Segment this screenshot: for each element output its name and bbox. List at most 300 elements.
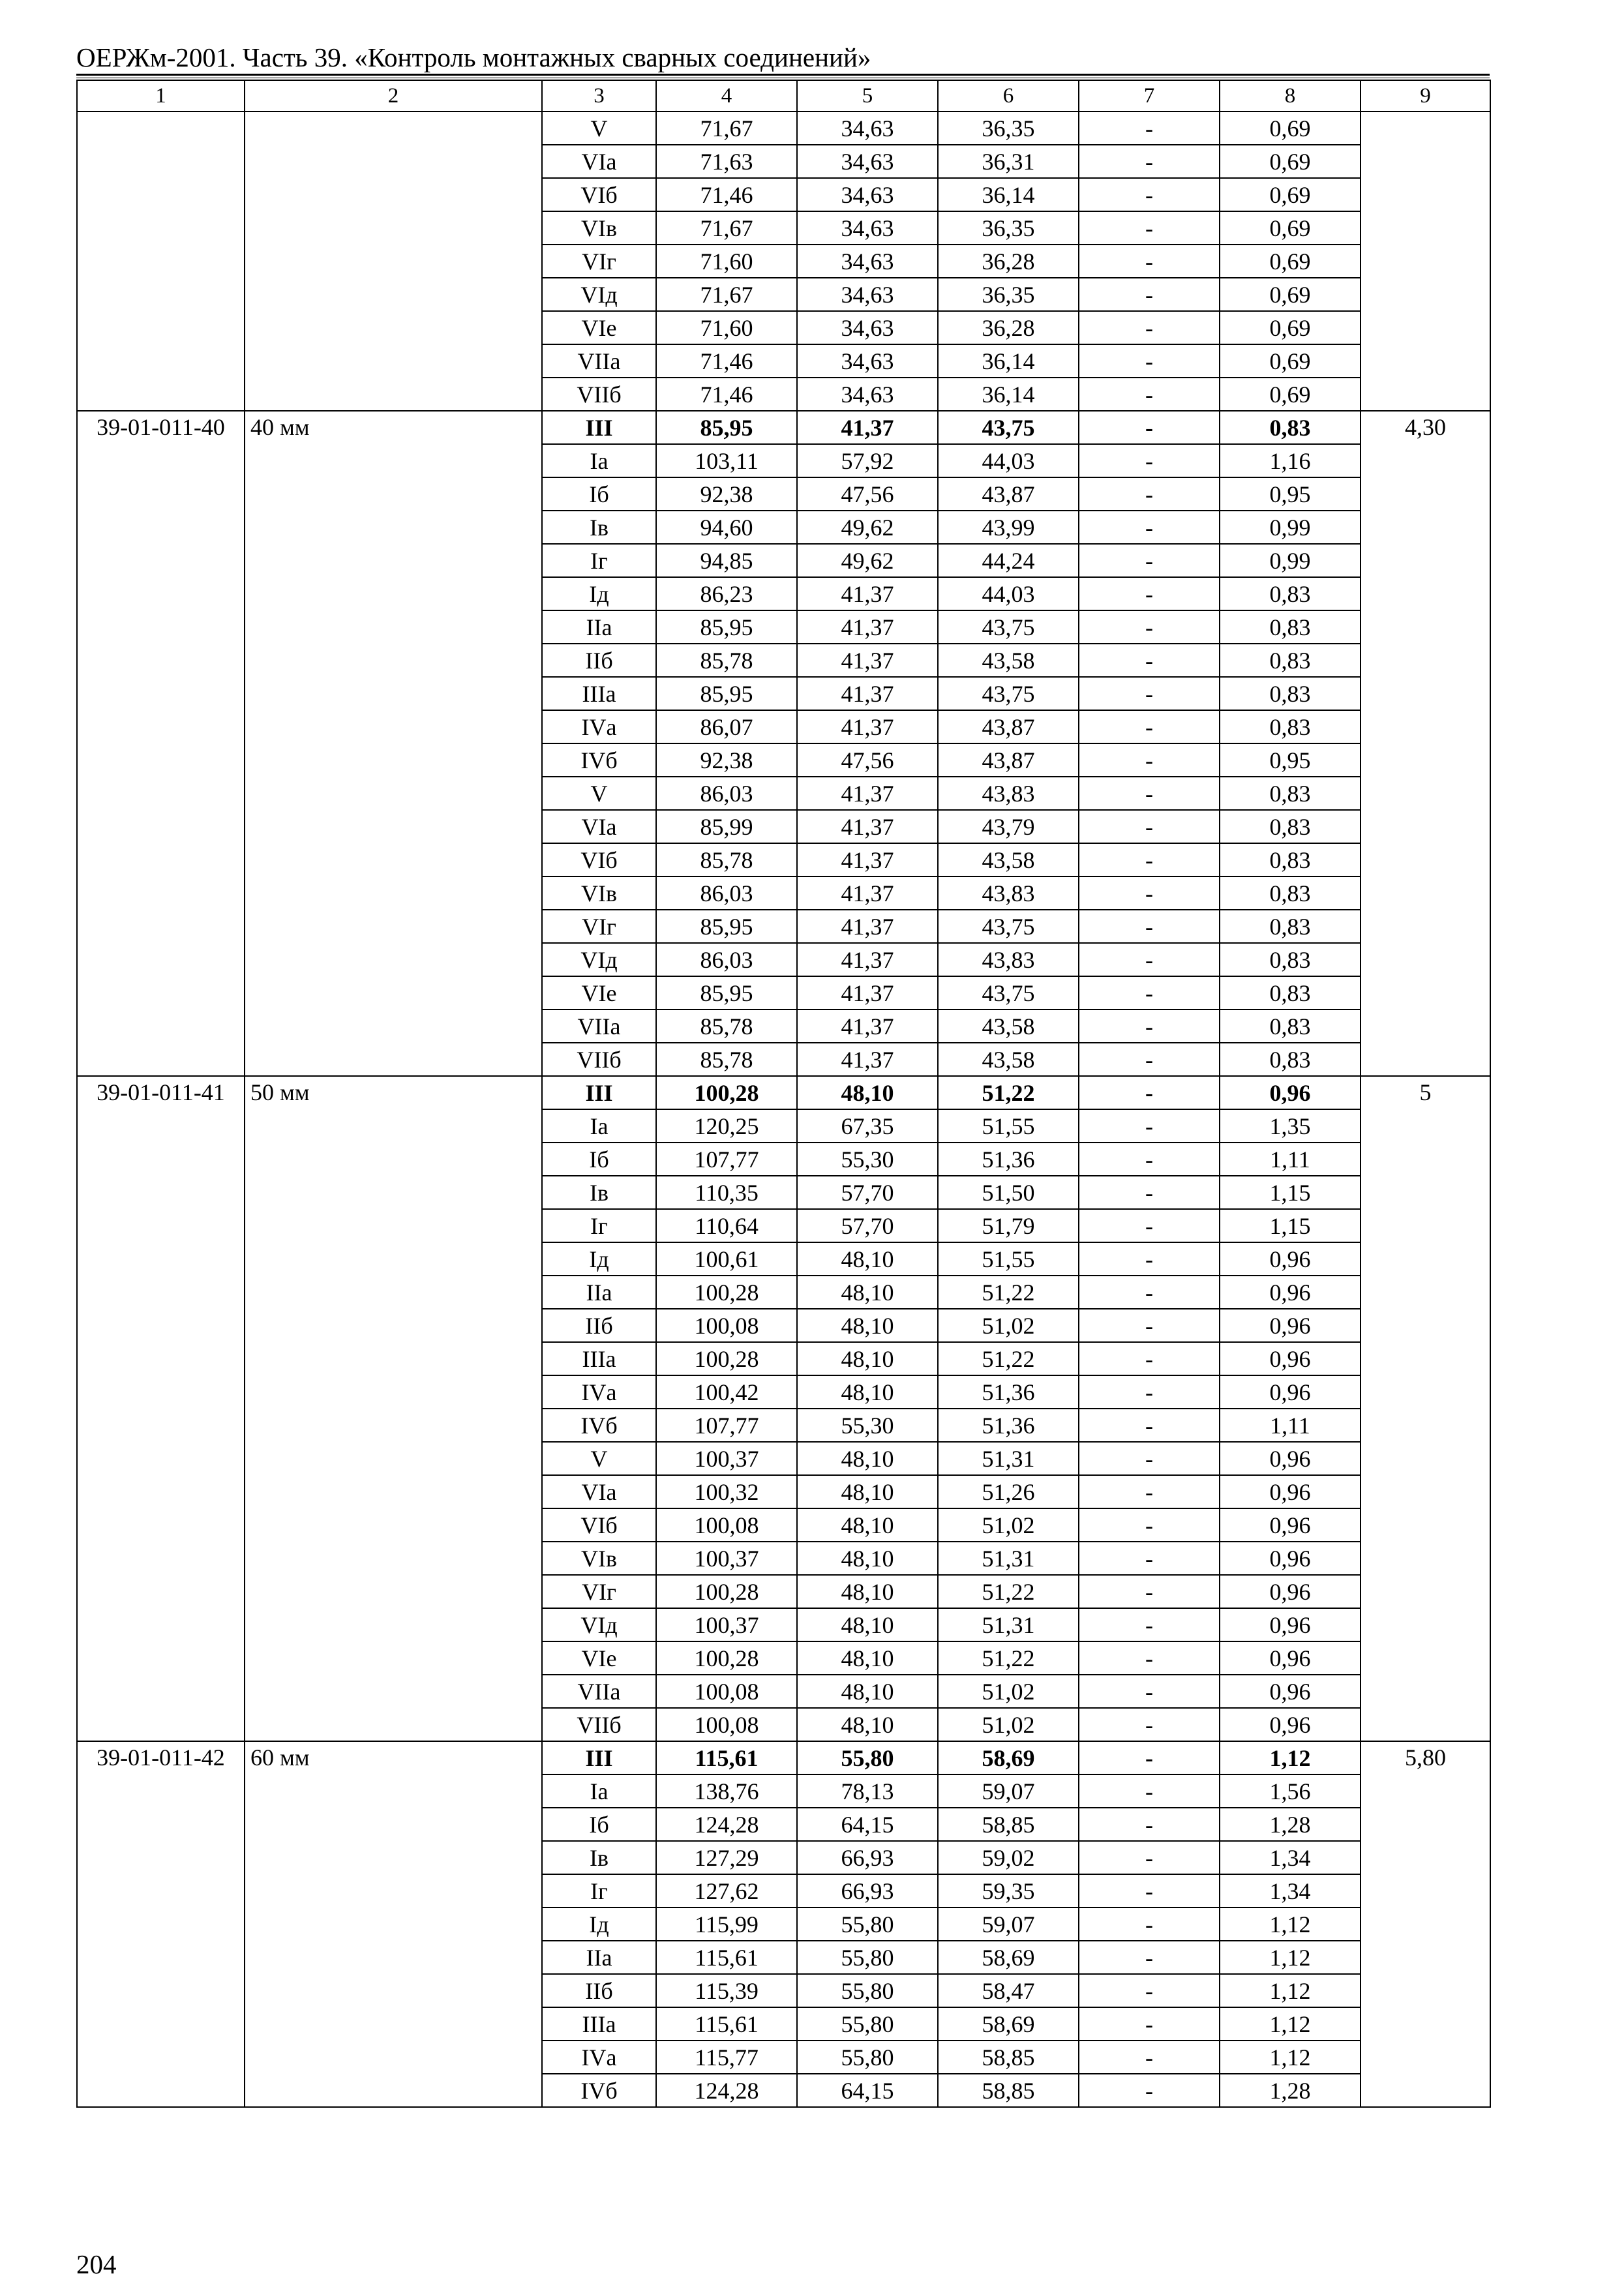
table-cell: 43,79 <box>938 810 1079 843</box>
table-cell: III <box>542 1741 656 1774</box>
table-cell: 41,37 <box>797 610 938 644</box>
table-cell: 110,64 <box>656 1209 797 1242</box>
table-cell: 48,10 <box>797 1641 938 1675</box>
table-cell: V <box>542 112 656 145</box>
column-header: 1 <box>77 80 245 112</box>
table-cell: 66,93 <box>797 1841 938 1874</box>
table-cell: 1,35 <box>1220 1109 1361 1143</box>
table-cell: 41,37 <box>797 943 938 976</box>
table-cell: 55,80 <box>797 2041 938 2074</box>
table-cell: 100,28 <box>656 1076 797 1109</box>
table-cell: 0,69 <box>1220 378 1361 411</box>
table-cell: 43,75 <box>938 677 1079 710</box>
table-cell: 85,95 <box>656 411 797 444</box>
table-cell: - <box>1079 1575 1220 1608</box>
rate-name-cell <box>245 112 542 411</box>
table-cell: 1,28 <box>1220 2074 1361 2107</box>
table-cell: 59,02 <box>938 1841 1079 1874</box>
table-cell: VIIа <box>542 1010 656 1043</box>
table-cell: IIб <box>542 1309 656 1342</box>
table-cell: 1,12 <box>1220 1941 1361 1974</box>
rate-name-cell: 50 мм <box>245 1076 542 1741</box>
table-cell: 36,14 <box>938 378 1079 411</box>
table-cell: 43,99 <box>938 511 1079 544</box>
table-cell: 57,70 <box>797 1176 938 1209</box>
table-cell: 36,35 <box>938 211 1079 245</box>
table-cell: 36,28 <box>938 245 1079 278</box>
table-cell: 34,63 <box>797 178 938 211</box>
table-cell: VIд <box>542 943 656 976</box>
table-cell: 48,10 <box>797 1342 938 1375</box>
table-cell: - <box>1079 743 1220 777</box>
table-cell: 100,37 <box>656 1608 797 1641</box>
table-cell: 85,78 <box>656 1043 797 1076</box>
table-cell: 51,31 <box>938 1608 1079 1641</box>
page-title: ОЕРЖм-2001. Часть 39. «Контроль монтажных сварных соединений» <box>76 42 871 72</box>
table-cell: 58,69 <box>938 1941 1079 1974</box>
table-cell: 43,83 <box>938 876 1079 910</box>
table-cell: 86,03 <box>656 876 797 910</box>
table-cell: - <box>1079 910 1220 943</box>
table-cell: 48,10 <box>797 1542 938 1575</box>
table-cell: 115,99 <box>656 1908 797 1941</box>
table-cell: 0,69 <box>1220 178 1361 211</box>
table-cell: IIIа <box>542 677 656 710</box>
table-cell: 0,83 <box>1220 677 1361 710</box>
table-cell: - <box>1079 544 1220 577</box>
table-cell: - <box>1079 344 1220 378</box>
rate-col9-cell <box>1361 112 1490 411</box>
table-cell: VIб <box>542 1508 656 1542</box>
table-cell: IVа <box>542 710 656 743</box>
table-cell: 41,37 <box>797 876 938 910</box>
table-cell: 115,61 <box>656 1741 797 1774</box>
table-cell: 86,03 <box>656 777 797 810</box>
table-cell: 107,77 <box>656 1143 797 1176</box>
table-cell: 107,77 <box>656 1409 797 1442</box>
table-cell: 43,87 <box>938 710 1079 743</box>
table-row <box>77 1741 1490 1774</box>
column-header: 2 <box>245 80 542 112</box>
table-cell: 59,07 <box>938 1908 1079 1941</box>
table-cell: - <box>1079 1043 1220 1076</box>
table-cell: - <box>1079 2074 1220 2107</box>
table-cell: IIа <box>542 610 656 644</box>
table-cell: 0,83 <box>1220 644 1361 677</box>
table-cell: - <box>1079 1908 1220 1941</box>
table-cell: - <box>1079 1974 1220 2007</box>
rate-name-cell: 60 мм <box>245 1741 542 2107</box>
table-cell: 41,37 <box>797 910 938 943</box>
table-cell: 1,56 <box>1220 1774 1361 1808</box>
table-cell: VIв <box>542 1542 656 1575</box>
table-cell: 115,61 <box>656 2007 797 2041</box>
table-cell: 41,37 <box>797 644 938 677</box>
table-cell: VIа <box>542 1475 656 1508</box>
table-cell: - <box>1079 1375 1220 1409</box>
table-cell: - <box>1079 178 1220 211</box>
table-cell: - <box>1079 1442 1220 1475</box>
table-cell: 43,87 <box>938 477 1079 511</box>
table-cell: - <box>1079 245 1220 278</box>
table-cell: 58,85 <box>938 2041 1079 2074</box>
column-header: 4 <box>656 80 797 112</box>
table-cell: - <box>1079 677 1220 710</box>
table-cell: - <box>1079 511 1220 544</box>
table-cell: 51,22 <box>938 1342 1079 1375</box>
table-cell: 103,11 <box>656 444 797 477</box>
table-cell: 1,11 <box>1220 1143 1361 1176</box>
table-cell: 51,31 <box>938 1542 1079 1575</box>
table-cell: 115,39 <box>656 1974 797 2007</box>
table-cell: IVб <box>542 743 656 777</box>
table-cell: 48,10 <box>797 1442 938 1475</box>
table-cell: V <box>542 777 656 810</box>
table-cell: VIIб <box>542 1708 656 1741</box>
table-cell: - <box>1079 710 1220 743</box>
table-cell: 34,63 <box>797 344 938 378</box>
table-cell: 0,83 <box>1220 577 1361 610</box>
table-cell: - <box>1079 1675 1220 1708</box>
table-cell: IVа <box>542 2041 656 2074</box>
table-cell: VIд <box>542 278 656 311</box>
table-cell: 0,96 <box>1220 1276 1361 1309</box>
table-cell: - <box>1079 278 1220 311</box>
table-cell: - <box>1079 577 1220 610</box>
table-cell: 0,83 <box>1220 710 1361 743</box>
table-cell: 100,08 <box>656 1675 797 1708</box>
table-cell: VIе <box>542 1641 656 1675</box>
table-cell: 0,96 <box>1220 1708 1361 1741</box>
table-cell: Iб <box>542 477 656 511</box>
table-cell: VIд <box>542 1608 656 1641</box>
table-cell: 41,37 <box>797 677 938 710</box>
table-cell: 64,15 <box>797 2074 938 2107</box>
table-cell: - <box>1079 1409 1220 1442</box>
rate-col9-cell: 5 <box>1361 1076 1490 1741</box>
column-header: 3 <box>542 80 656 112</box>
table-cell: 100,42 <box>656 1375 797 1409</box>
table-cell: 34,63 <box>797 145 938 178</box>
table-cell: 41,37 <box>797 1043 938 1076</box>
table-cell: IIб <box>542 1974 656 2007</box>
table-cell: 100,61 <box>656 1242 797 1276</box>
table-cell: 100,08 <box>656 1508 797 1542</box>
table-cell: Iа <box>542 1109 656 1143</box>
table-cell: 0,96 <box>1220 1242 1361 1276</box>
table-cell: 55,80 <box>797 2007 938 2041</box>
table-cell: 71,67 <box>656 278 797 311</box>
table-cell: IIа <box>542 1276 656 1309</box>
table-cell: IVб <box>542 2074 656 2107</box>
table-cell: 57,92 <box>797 444 938 477</box>
table-cell: 55,30 <box>797 1143 938 1176</box>
table-cell: - <box>1079 477 1220 511</box>
table-cell: Iб <box>542 1143 656 1176</box>
table-cell: - <box>1079 145 1220 178</box>
table-cell: 51,02 <box>938 1675 1079 1708</box>
table-cell: - <box>1079 1242 1220 1276</box>
table-cell: 1,12 <box>1220 1974 1361 2007</box>
table-cell: 0,83 <box>1220 610 1361 644</box>
column-header: 6 <box>938 80 1079 112</box>
table-cell: 85,95 <box>656 677 797 710</box>
table-cell: 0,99 <box>1220 511 1361 544</box>
table-cell: 34,63 <box>797 278 938 311</box>
table-cell: - <box>1079 411 1220 444</box>
table-cell: VIв <box>542 211 656 245</box>
table-cell: 34,63 <box>797 311 938 344</box>
table-cell: 55,80 <box>797 1741 938 1774</box>
table-cell: 0,83 <box>1220 810 1361 843</box>
table-cell: 55,80 <box>797 1908 938 1941</box>
table-cell: 43,75 <box>938 910 1079 943</box>
table-cell: 51,22 <box>938 1276 1079 1309</box>
table-cell: 51,02 <box>938 1309 1079 1342</box>
table-cell: 41,37 <box>797 710 938 743</box>
table-cell: 41,37 <box>797 411 938 444</box>
table-cell: Iд <box>542 1242 656 1276</box>
table-cell: 49,62 <box>797 511 938 544</box>
table-cell: 71,46 <box>656 378 797 411</box>
table-cell: 51,50 <box>938 1176 1079 1209</box>
table-cell: IIIа <box>542 1342 656 1375</box>
table-cell: - <box>1079 943 1220 976</box>
table-cell: 57,70 <box>797 1209 938 1242</box>
table-cell: 58,69 <box>938 1741 1079 1774</box>
table-cell: 51,26 <box>938 1475 1079 1508</box>
table-cell: 100,08 <box>656 1708 797 1741</box>
table-cell: 1,28 <box>1220 1808 1361 1841</box>
table-cell: 100,28 <box>656 1641 797 1675</box>
table-cell: 67,35 <box>797 1109 938 1143</box>
table-body <box>77 112 1490 2107</box>
table-cell: 44,24 <box>938 544 1079 577</box>
table-cell: 1,16 <box>1220 444 1361 477</box>
table-cell: 43,75 <box>938 610 1079 644</box>
table-cell: - <box>1079 1808 1220 1841</box>
table-cell: 48,10 <box>797 1309 938 1342</box>
rate-code-cell <box>77 112 245 411</box>
table-cell: 85,78 <box>656 843 797 876</box>
table-cell: 0,96 <box>1220 1575 1361 1608</box>
table-cell: 48,10 <box>797 1076 938 1109</box>
column-header: 9 <box>1361 80 1490 112</box>
table-cell: 36,31 <box>938 145 1079 178</box>
table-cell: 71,60 <box>656 311 797 344</box>
table-cell: 48,10 <box>797 1608 938 1641</box>
table-cell: 127,62 <box>656 1874 797 1908</box>
table-cell: 47,56 <box>797 743 938 777</box>
table-cell: - <box>1079 1342 1220 1375</box>
table-cell: 71,46 <box>656 178 797 211</box>
table-cell: 48,10 <box>797 1575 938 1608</box>
table-cell: VIг <box>542 910 656 943</box>
table-cell: Iа <box>542 444 656 477</box>
table-cell: VIг <box>542 1575 656 1608</box>
table-cell: 36,35 <box>938 112 1079 145</box>
rate-col9-cell: 4,30 <box>1361 411 1490 1076</box>
table-cell: 85,95 <box>656 976 797 1010</box>
table-cell: 0,96 <box>1220 1076 1361 1109</box>
table-cell: 44,03 <box>938 444 1079 477</box>
table-cell: - <box>1079 1309 1220 1342</box>
rate-code-cell: 39-01-011-40 <box>77 411 245 1076</box>
table-cell: 71,67 <box>656 112 797 145</box>
table-cell: 100,28 <box>656 1575 797 1608</box>
table-cell: 36,35 <box>938 278 1079 311</box>
table-cell: 1,34 <box>1220 1841 1361 1874</box>
table-cell: - <box>1079 644 1220 677</box>
rate-name-cell: 40 мм <box>245 411 542 1076</box>
table-cell: 0,96 <box>1220 1508 1361 1542</box>
table-cell: 0,96 <box>1220 1442 1361 1475</box>
table-cell: 49,62 <box>797 544 938 577</box>
table-cell: 0,69 <box>1220 245 1361 278</box>
table-cell: VIIб <box>542 378 656 411</box>
column-header: 5 <box>797 80 938 112</box>
table-cell: 58,85 <box>938 2074 1079 2107</box>
table-cell: 51,36 <box>938 1409 1079 1442</box>
table-cell: 58,85 <box>938 1808 1079 1841</box>
table-cell: - <box>1079 1874 1220 1908</box>
table-cell: 51,02 <box>938 1508 1079 1542</box>
table-cell: 48,10 <box>797 1675 938 1708</box>
table-cell: - <box>1079 1010 1220 1043</box>
table-cell: 43,87 <box>938 743 1079 777</box>
table-row <box>77 1076 1490 1109</box>
table-cell: Iв <box>542 1841 656 1874</box>
table-cell: 0,83 <box>1220 1043 1361 1076</box>
table-cell: IIа <box>542 1941 656 1974</box>
table-cell: 48,10 <box>797 1708 938 1741</box>
rate-code-cell: 39-01-011-42 <box>77 1741 245 2107</box>
table-cell: Iг <box>542 1209 656 1242</box>
table-cell: - <box>1079 1774 1220 1808</box>
table-cell: 0,96 <box>1220 1475 1361 1508</box>
table-cell: - <box>1079 1741 1220 1774</box>
table-cell: 34,63 <box>797 378 938 411</box>
table-cell: - <box>1079 444 1220 477</box>
table-cell: 100,37 <box>656 1442 797 1475</box>
table-cell: 51,36 <box>938 1143 1079 1176</box>
table-cell: 1,15 <box>1220 1209 1361 1242</box>
table-cell: 0,69 <box>1220 112 1361 145</box>
table-cell: 51,36 <box>938 1375 1079 1409</box>
table-cell: 0,69 <box>1220 211 1361 245</box>
table-cell: 0,96 <box>1220 1608 1361 1641</box>
table-cell: VIг <box>542 245 656 278</box>
table-cell: - <box>1079 1941 1220 1974</box>
table-cell: Iа <box>542 1774 656 1808</box>
page-number: 204 <box>76 2249 117 2279</box>
table-cell: Iб <box>542 1808 656 1841</box>
table-cell: 55,80 <box>797 1941 938 1974</box>
table-cell: VIе <box>542 311 656 344</box>
table-cell: - <box>1079 1542 1220 1575</box>
table-cell: 0,83 <box>1220 943 1361 976</box>
table-cell: 92,38 <box>656 743 797 777</box>
table-cell: 0,83 <box>1220 411 1361 444</box>
table-cell: - <box>1079 1841 1220 1874</box>
table-cell: 51,55 <box>938 1109 1079 1143</box>
header-rule <box>76 74 1490 76</box>
table-cell: 43,58 <box>938 1010 1079 1043</box>
table-cell: 86,07 <box>656 710 797 743</box>
table-cell: Iг <box>542 1874 656 1908</box>
table-cell: 48,10 <box>797 1475 938 1508</box>
table-cell: 51,02 <box>938 1708 1079 1741</box>
table-cell: V <box>542 1442 656 1475</box>
table-cell: 100,32 <box>656 1475 797 1508</box>
table-cell: 0,83 <box>1220 1010 1361 1043</box>
table-cell: 0,95 <box>1220 477 1361 511</box>
table-cell: 71,63 <box>656 145 797 178</box>
table-cell: 48,10 <box>797 1508 938 1542</box>
table-cell: 1,15 <box>1220 1176 1361 1209</box>
table-cell: VIв <box>542 876 656 910</box>
table-cell: 51,22 <box>938 1575 1079 1608</box>
table-cell: - <box>1079 378 1220 411</box>
table-cell: Iв <box>542 1176 656 1209</box>
table-cell: 92,38 <box>656 477 797 511</box>
table-cell: IVб <box>542 1409 656 1442</box>
table-cell: 47,56 <box>797 477 938 511</box>
table-cell: 43,75 <box>938 976 1079 1010</box>
table-cell: 110,35 <box>656 1176 797 1209</box>
table-cell: 0,96 <box>1220 1309 1361 1342</box>
table-cell: 1,12 <box>1220 1741 1361 1774</box>
column-header: 7 <box>1079 80 1220 112</box>
table-cell: 43,75 <box>938 411 1079 444</box>
table-cell: 43,58 <box>938 843 1079 876</box>
table-cell: - <box>1079 976 1220 1010</box>
table-cell: 48,10 <box>797 1276 938 1309</box>
table-cell: VIа <box>542 145 656 178</box>
table-cell: Iд <box>542 577 656 610</box>
table-cell: 94,85 <box>656 544 797 577</box>
table-cell: 100,08 <box>656 1309 797 1342</box>
table-cell: 71,67 <box>656 211 797 245</box>
table-cell: 127,29 <box>656 1841 797 1874</box>
rate-code-cell: 39-01-011-41 <box>77 1076 245 1741</box>
table-cell: VIб <box>542 178 656 211</box>
table-cell: - <box>1079 810 1220 843</box>
table-cell: 0,69 <box>1220 344 1361 378</box>
table-cell: 138,76 <box>656 1774 797 1808</box>
table-cell: 43,58 <box>938 1043 1079 1076</box>
table-cell: 55,80 <box>797 1974 938 2007</box>
table-cell: 86,23 <box>656 577 797 610</box>
table-cell: IIIа <box>542 2007 656 2041</box>
table-cell: 51,22 <box>938 1076 1079 1109</box>
table-cell: 0,83 <box>1220 910 1361 943</box>
table-cell: 124,28 <box>656 1808 797 1841</box>
table-cell: 1,12 <box>1220 2007 1361 2041</box>
table-cell: 0,69 <box>1220 278 1361 311</box>
column-number-row <box>77 80 1490 112</box>
table-cell: 1,12 <box>1220 2041 1361 2074</box>
table-cell: 85,78 <box>656 644 797 677</box>
table-cell: 51,79 <box>938 1209 1079 1242</box>
table-cell: Iг <box>542 544 656 577</box>
table-cell: - <box>1079 876 1220 910</box>
table-cell: 1,12 <box>1220 1908 1361 1941</box>
table-cell: 0,83 <box>1220 876 1361 910</box>
table-cell: Iд <box>542 1908 656 1941</box>
table-cell: 59,07 <box>938 1774 1079 1808</box>
table-cell: 0,96 <box>1220 1375 1361 1409</box>
